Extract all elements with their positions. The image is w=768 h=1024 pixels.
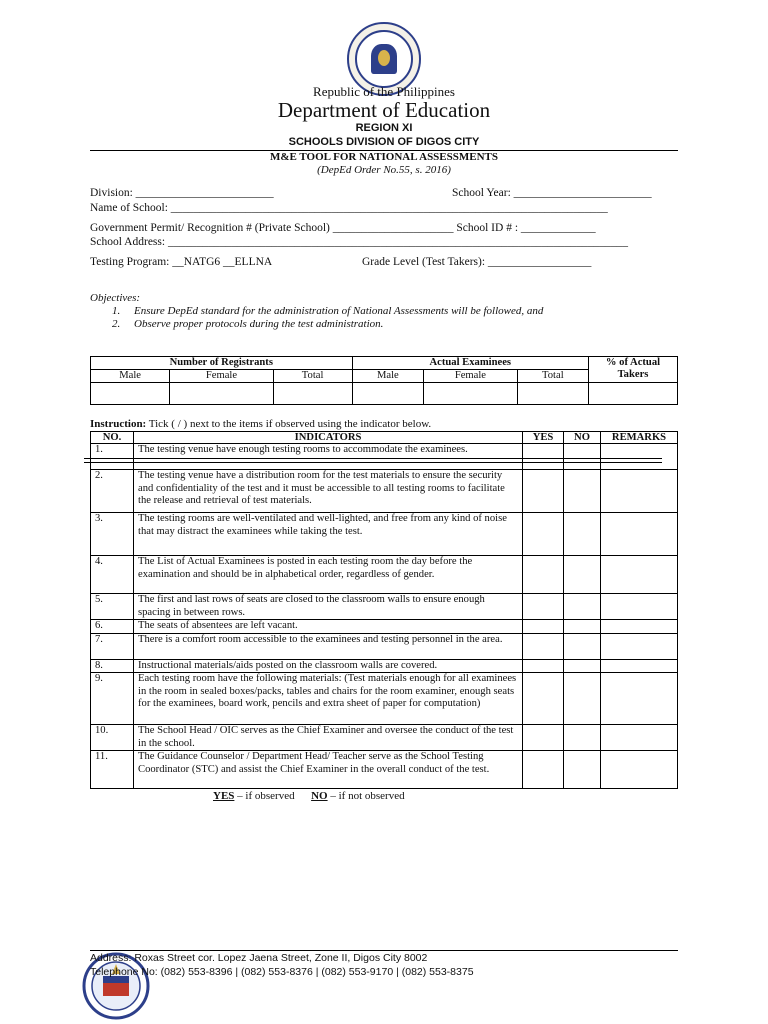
republic-label: Republic of the Philippines	[313, 84, 455, 99]
cell-input[interactable]	[424, 383, 518, 405]
table-row	[91, 556, 678, 594]
remarks-cell[interactable]	[601, 594, 678, 620]
no-checkbox[interactable]	[564, 594, 601, 620]
remarks-cell[interactable]	[601, 444, 678, 470]
no-checkbox[interactable]	[564, 751, 601, 789]
remarks-cell[interactable]	[601, 673, 678, 725]
school-address-field[interactable]: School Address: ________________________________________________________________________________	[90, 236, 628, 248]
table-row	[91, 751, 678, 789]
cell-input[interactable]	[91, 383, 170, 405]
cell-input[interactable]	[589, 383, 678, 405]
tool-title: M&E TOOL FOR NATIONAL ASSESSMENTS	[269, 151, 498, 163]
yes-checkbox[interactable]	[523, 633, 564, 659]
remarks-cell[interactable]	[601, 751, 678, 789]
footer-telephone: Telephone No: (082) 553-8396 | (082) 553-8376 | (082) 553-9170 | (082) 553-8375	[90, 966, 474, 978]
testing-program-field[interactable]: Testing Program: __NATG6 __ELLNA	[90, 256, 273, 268]
objective-item	[112, 318, 383, 330]
yes-checkbox[interactable]	[523, 470, 564, 513]
no-checkbox[interactable]	[564, 620, 601, 634]
cell-input[interactable]	[352, 383, 424, 405]
percent-header: % of Actual Takers	[589, 357, 678, 383]
table-row	[91, 513, 678, 556]
table-row	[91, 673, 678, 725]
indicators-table	[90, 431, 678, 789]
legend-no: NO	[311, 790, 328, 802]
cell-input[interactable]	[273, 383, 352, 405]
objectives-heading: Objectives:	[90, 292, 141, 304]
yes-checkbox[interactable]	[523, 556, 564, 594]
col-female: Female	[424, 370, 518, 383]
col-male: Male	[352, 370, 424, 383]
yes-checkbox[interactable]	[523, 594, 564, 620]
remarks-cell[interactable]	[601, 620, 678, 634]
examinees-group-header: Actual Examinees	[352, 357, 588, 370]
row-number: 2.	[91, 470, 134, 513]
remarks-cell[interactable]	[601, 513, 678, 556]
table-row	[91, 444, 678, 470]
row-number: 11.	[91, 751, 134, 789]
permit-field[interactable]: Government Permit/ Recognition # (Private School) _____________________ School ID # : _____________	[90, 222, 596, 234]
instruction-text: Tick ( / ) next to the items if observed using the indicator below.	[146, 418, 432, 430]
registrants-table	[90, 356, 678, 405]
indicator-text: The testing rooms are well-ventilated and well-lighted, and free from any kind of noise that may distract the examinees while taking the test.	[134, 513, 523, 556]
col-male: Male	[91, 370, 170, 383]
yes-checkbox[interactable]	[523, 444, 564, 470]
indicator-text: The first and last rows of seats are closed to the classroom walls to ensure enough spacing in between rows.	[134, 594, 523, 620]
yes-checkbox[interactable]	[523, 620, 564, 634]
grade-level-field[interactable]: Grade Level (Test Takers): __________________	[362, 256, 592, 268]
col-total: Total	[517, 370, 588, 383]
header-remarks: REMARKS	[601, 432, 678, 444]
row-number: 6.	[91, 620, 134, 634]
indicator-text: There is a comfort room accessible to the examinees and testing personnel in the area.	[134, 633, 523, 659]
no-checkbox[interactable]	[564, 444, 601, 470]
legend	[213, 790, 405, 802]
indicator-text: The School Head / OIC serves as the Chief Examiner and oversee the conduct of the test in the school.	[134, 725, 523, 751]
indicator-text: Each testing room have the following materials: (Test materials enough for all examinees in the room in sealed boxes/packs, tables and chairs for the room examiner, enough seats for the examinees, board work, pencils and extra sheet of paper for computation)	[134, 673, 523, 725]
legend-yes: YES	[213, 790, 235, 802]
row-number: 5.	[91, 594, 134, 620]
indicator-text	[134, 444, 523, 470]
row-number: 4.	[91, 556, 134, 594]
no-checkbox[interactable]	[564, 673, 601, 725]
region-label: REGION XI	[355, 122, 413, 134]
objective-number: 2.	[112, 318, 121, 330]
instruction-line	[90, 418, 431, 430]
indicator-text: The seats of absentees are left vacant.	[134, 620, 523, 634]
no-checkbox[interactable]	[564, 725, 601, 751]
instruction-label: Instruction:	[90, 418, 147, 430]
table-row	[91, 620, 678, 634]
school-year-field[interactable]: School Year: ________________________	[452, 187, 652, 199]
indicator-text-clip: The testing venue have enough testing rooms to accommodate the examinees.	[138, 444, 468, 455]
no-checkbox[interactable]	[564, 659, 601, 673]
yes-checkbox[interactable]	[523, 725, 564, 751]
school-name-field[interactable]: Name of School: ____________________________________________________________________________	[90, 202, 608, 214]
indicator-text: The List of Actual Examinees is posted in each testing room the day before the examination and should be in alphabetical order, regardless of gender.	[134, 556, 523, 594]
row-number: 9.	[91, 673, 134, 725]
col-female: Female	[170, 370, 273, 383]
legend-yes-desc: – if observed	[234, 790, 295, 802]
yes-checkbox[interactable]	[523, 751, 564, 789]
department-title: Department of Education	[277, 98, 491, 122]
remarks-cell[interactable]	[601, 725, 678, 751]
no-checkbox[interactable]	[564, 513, 601, 556]
footer-rule	[90, 950, 678, 951]
indicator-text: Instructional materials/aids posted on the classroom walls are covered.	[134, 659, 523, 673]
division-field[interactable]: Division: ________________________	[90, 187, 274, 199]
table-row	[91, 594, 678, 620]
remarks-cell[interactable]	[601, 556, 678, 594]
table-row	[91, 659, 678, 673]
cell-input[interactable]	[517, 383, 588, 405]
yes-checkbox[interactable]	[523, 513, 564, 556]
table-row	[91, 633, 678, 659]
objective-text: Observe proper protocols during the test administration.	[134, 318, 384, 330]
table-row	[91, 725, 678, 751]
header-no: NO.	[91, 432, 134, 444]
header-indicators: INDICATORS	[134, 432, 523, 444]
no-checkbox[interactable]	[564, 633, 601, 659]
objective-text: Ensure DepEd standard for the administration of National Assessments will be followed, and	[134, 305, 544, 317]
row-number: 1.	[91, 444, 134, 470]
footer-address: Address: Roxas Street cor. Lopez Jaena Street, Zone II, Digos City 8002	[90, 952, 428, 964]
registrants-group-header: Number of Registrants	[91, 357, 353, 370]
row-number: 8.	[91, 659, 134, 673]
header-no-col: NO	[564, 432, 601, 444]
header-yes: YES	[523, 432, 564, 444]
objective-number: 1.	[112, 305, 121, 317]
strike-line	[84, 458, 662, 459]
row-number: 7.	[91, 633, 134, 659]
remarks-cell[interactable]	[601, 659, 678, 673]
order-reference: (DepEd Order No.55, s. 2016)	[317, 164, 451, 176]
cell-input[interactable]	[170, 383, 273, 405]
table-row	[91, 470, 678, 513]
remarks-cell[interactable]	[601, 470, 678, 513]
indicator-text: The Guidance Counselor / Department Head/ Teacher serve as the School Testing Coordinator (STC) and assist the Chief Examiner in the overall conduct of the test.	[134, 751, 523, 789]
col-total: Total	[273, 370, 352, 383]
indicator-text: The testing venue have a distribution room for the test materials to ensure the security and confidentiality of the test and it must be accessible to all testing rooms to facilitate the release and retrieval of test materials.	[134, 470, 523, 513]
no-checkbox[interactable]	[564, 470, 601, 513]
row-number: 3.	[91, 513, 134, 556]
legend-no-desc: – if not observed	[327, 790, 405, 802]
yes-checkbox[interactable]	[523, 673, 564, 725]
yes-checkbox[interactable]	[523, 659, 564, 673]
objective-item	[112, 305, 543, 317]
row-number: 10.	[91, 725, 134, 751]
division-label: SCHOOLS DIVISION OF DIGOS CITY	[288, 136, 480, 148]
remarks-cell[interactable]	[601, 633, 678, 659]
strike-line	[84, 462, 662, 463]
no-checkbox[interactable]	[564, 556, 601, 594]
